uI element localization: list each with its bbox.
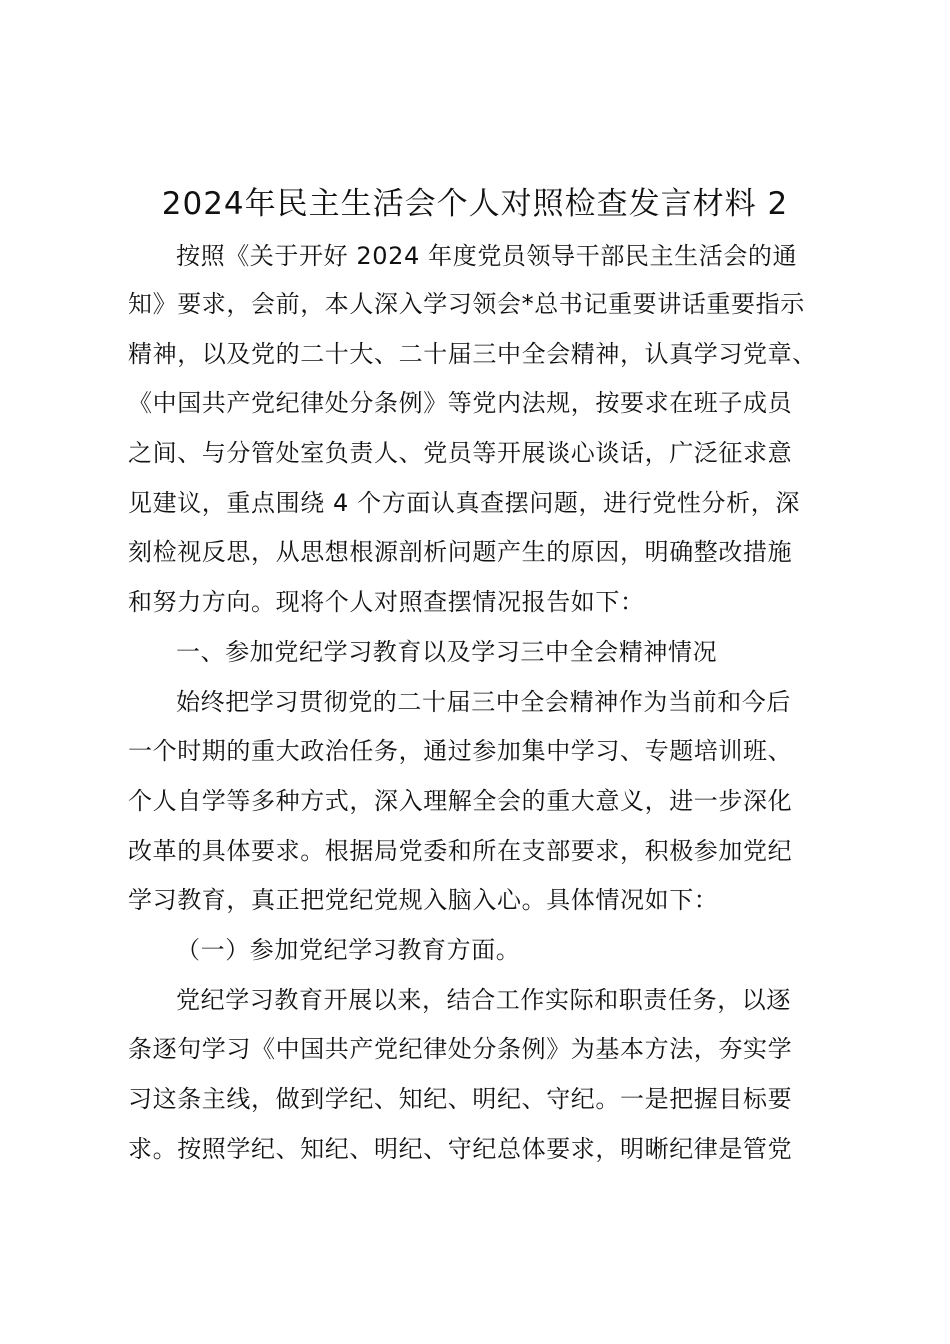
paragraph-line: 见建议，重点围绕 4 个方面认真查摆问题，进行党性分析，深 <box>128 489 800 517</box>
paragraph-line: 按照《关于开好 2024 年度党员领导干部民主生活会的通 <box>176 242 798 270</box>
paragraph-line: 求。按照学纪、知纪、明纪、守纪总体要求，明晰纪律是管党 <box>128 1135 793 1163</box>
paragraph-line: 《中国共产党纪律处分条例》等党内法规，按要求在班子成员 <box>128 389 793 417</box>
paragraph-line: 条逐句学习《中国共产党纪律处分条例》为基本方法，夯实学 <box>128 1035 793 1063</box>
paragraph-line: 个人自学等多种方式，深入理解全会的重大意义，进一步深化 <box>128 787 793 815</box>
section-heading: 一、参加党纪学习教育以及学习三中全会精神情况 <box>176 638 718 666</box>
paragraph-line: 刻检视反思，从思想根源剖析问题产生的原因，明确整改措施 <box>128 538 793 566</box>
paragraph-line: 一个时期的重大政治任务，通过参加集中学习、专题培训班、 <box>128 737 793 765</box>
paragraph-line: 学习教育，真正把党纪党规入脑入心。具体情况如下： <box>128 886 719 914</box>
paragraph-line: 之间、与分管处室负责人、党员等开展谈心谈话，广泛征求意 <box>128 439 793 467</box>
paragraph-line: 习这条主线，做到学纪、知纪、明纪、守纪。一是把握目标要 <box>128 1085 793 1113</box>
paragraph-line: 知》要求，会前，本人深入学习领会*总书记重要讲话重要指示 <box>128 290 805 318</box>
paragraph-line: 和努力方向。现将个人对照查摆情况报告如下： <box>128 588 645 616</box>
paragraph-line: 精神，以及党的二十大、二十届三中全会精神，认真学习党章、 <box>128 340 817 368</box>
document-title: 2024年民主生活会个人对照检查发言材料 2 <box>161 186 789 222</box>
subsection-heading: （一）参加党纪学习教育方面。 <box>176 936 521 964</box>
paragraph-line: 改革的具体要求。根据局党委和所在支部要求，积极参加党纪 <box>128 837 793 865</box>
paragraph-line: 始终把学习贯彻党的二十届三中全会精神作为当前和今后 <box>176 688 791 716</box>
paragraph-line: 党纪学习教育开展以来，结合工作实际和职责任务，以逐 <box>176 986 791 1014</box>
